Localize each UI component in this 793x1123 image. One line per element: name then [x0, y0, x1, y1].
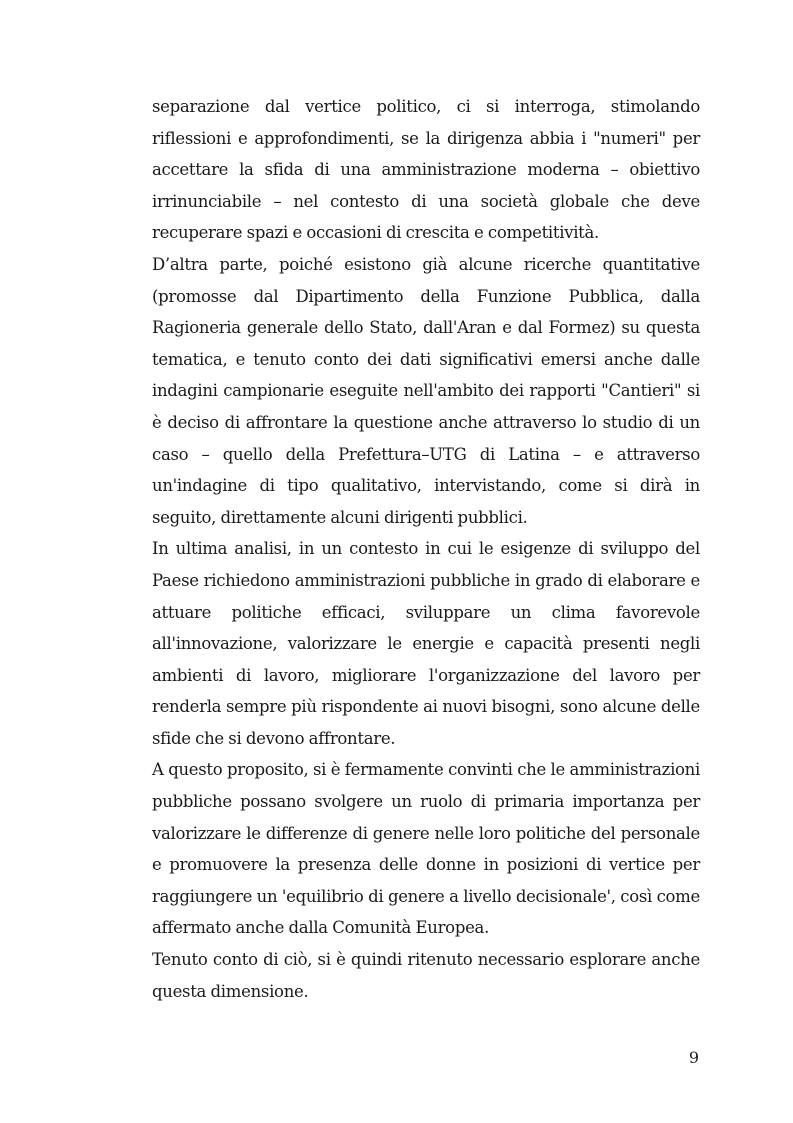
paragraph-2: D’altra parte, poiché esistono già alcune ricerche quantitative (promosse dal Dipartimento della Funzione Pubblica, dalla Ragioneria generale dello Stato, dall'Aran e dal Formez) su questa tematica, e tenuto conto dei dati significativi emersi anche dalle indagini campionarie eseguite nell'ambito dei rapporti "Cantieri" si è deciso di affrontare la questione anche attraverso lo studio di un caso – quello della Prefettura–UTG di Latina – e attraverso un'indagine di tipo qualitativo, intervistando, come si dirà in seguito, direttamente alcuni dirigenti pubblici. — [152, 254, 700, 527]
paragraph-1: separazione dal vertice politico, ci si interroga, stimolando riflessioni e approfondimenti, se la dirigenza abbia i "numeri" per accettare la sfida di una amministrazione moderna – obiettivo irrinunciabile – nel contesto di una società globale che deve recuperare spazi e occasioni di crescita e competitività. — [152, 97, 700, 243]
paragraph-3: In ultima analisi, in un contesto in cui le esigenze di sviluppo del Paese richiedono amministrazioni pubbliche in grado di elaborare e attuare politiche efficaci, sviluppare un clima favorevole all'innovazione, valorizzare le energie e capacità presenti negli ambienti di lavoro, migliorare l'organizzazione del lavoro per renderla sempre più rispondente ai nuovi bisogni, sono alcune delle sfide che si devono affrontare. — [152, 539, 700, 748]
page-number: 9 — [688, 1048, 699, 1067]
paragraph-5: Tenuto conto di ciò, si è quindi ritenuto necessario esplorare anche questa dimensione. — [152, 950, 700, 1001]
body-text — [152, 91, 700, 1007]
paragraph-4: A questo proposito, si è fermamente convinti che le amministrazioni pubbliche possano svolgere un ruolo di primaria importanza per valorizzare le differenze di genere nelle loro politiche del personale e promuovere la presenza delle donne in posizioni di vertice per raggiungere un 'equilibrio di genere a livello decisionale', così come affermato anche dalla Comunità Europea. — [152, 760, 700, 938]
